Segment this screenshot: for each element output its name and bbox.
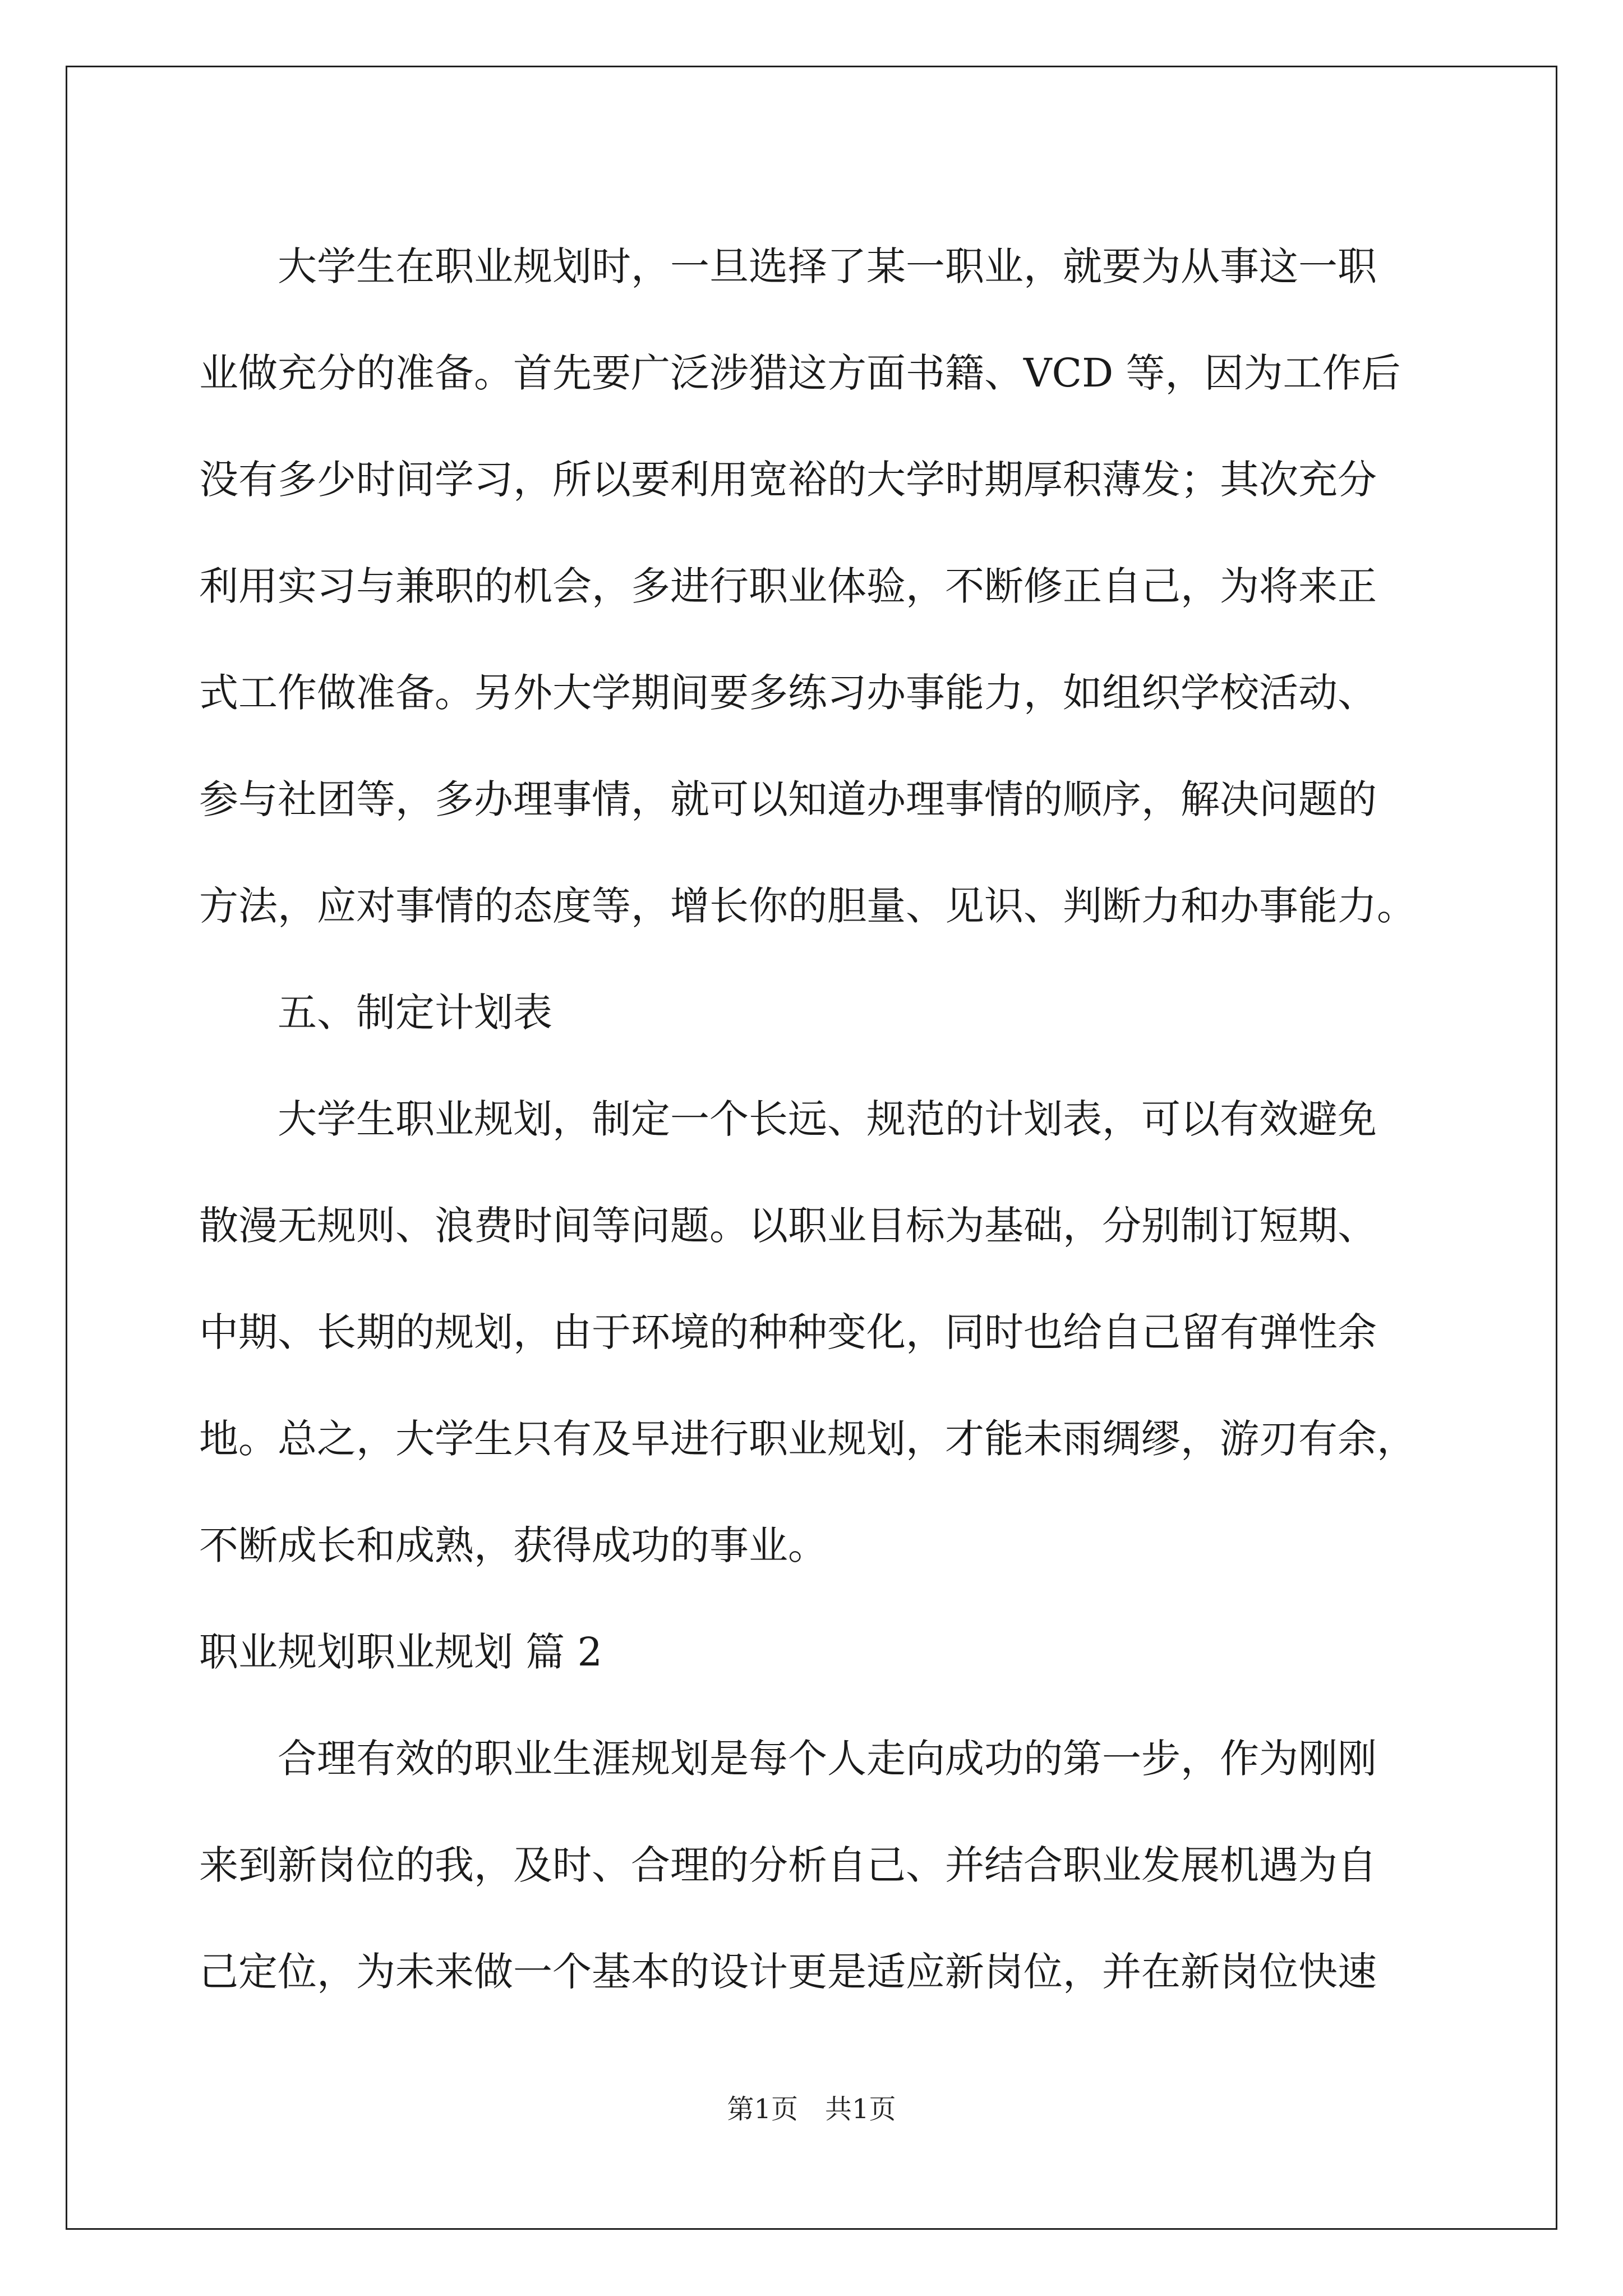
page-number-footer: 第1页 共1页: [727, 2093, 896, 2125]
paragraph-line: 己定位，为未来做一个基本的设计更是适应新岗位，并在新岗位快速: [199, 1949, 1377, 1995]
paragraph-line: 地。总之，大学生只有及早进行职业规划，才能未雨绸缪，游刃有余，: [199, 1416, 1416, 1462]
paragraph-line: 来到新岗位的我，及时、合理的分析自己、并结合职业发展机遇为自: [199, 1842, 1377, 1888]
paragraph-line: 利用实习与兼职的机会，多进行职业体验，不断修正自己，为将来正: [199, 563, 1377, 609]
paragraph-line: 大学生在职业规划时，一旦选择了某一职业，就要为从事这一职: [278, 243, 1377, 289]
document-body: [199, 213, 1433, 2025]
paragraph-line: 大学生职业规划，制定一个长远、规范的计划表，可以有效避免: [278, 1096, 1377, 1142]
paragraph-line: 方法，应对事情的态度等，增长你的胆量、见识、判断力和办事能力。: [199, 883, 1416, 929]
article-title: 职业规划职业规划 篇 2: [199, 1629, 603, 1675]
paragraph-line: 合理有效的职业生涯规划是每个人走向成功的第一步，作为刚刚: [278, 1736, 1377, 1782]
paragraph-line: 参与社团等，多办理事情，就可以知道办理事情的顺序，解决问题的: [199, 776, 1377, 822]
paragraph-line: 业做充分的准备。首先要广泛涉猎这方面书籍、VCD 等，因为工作后: [199, 350, 1401, 396]
paragraph-line: 不断成长和成熟，获得成功的事业。: [199, 1522, 827, 1568]
paragraph-line: 式工作做准备。另外大学期间要多练习办事能力，如组织学校活动、: [199, 670, 1377, 716]
paragraph-line: 中期、长期的规划，由于环境的种种变化，同时也给自己留有弹性余: [199, 1309, 1377, 1355]
section-heading: 五、制定计划表: [278, 990, 552, 1036]
paragraph-line: 散漫无规则、浪费时间等问题。以职业目标为基础，分别制订短期、: [199, 1203, 1377, 1249]
paragraph-line: 没有多少时间学习，所以要利用宽裕的大学时期厚积薄发；其次充分: [199, 457, 1377, 503]
